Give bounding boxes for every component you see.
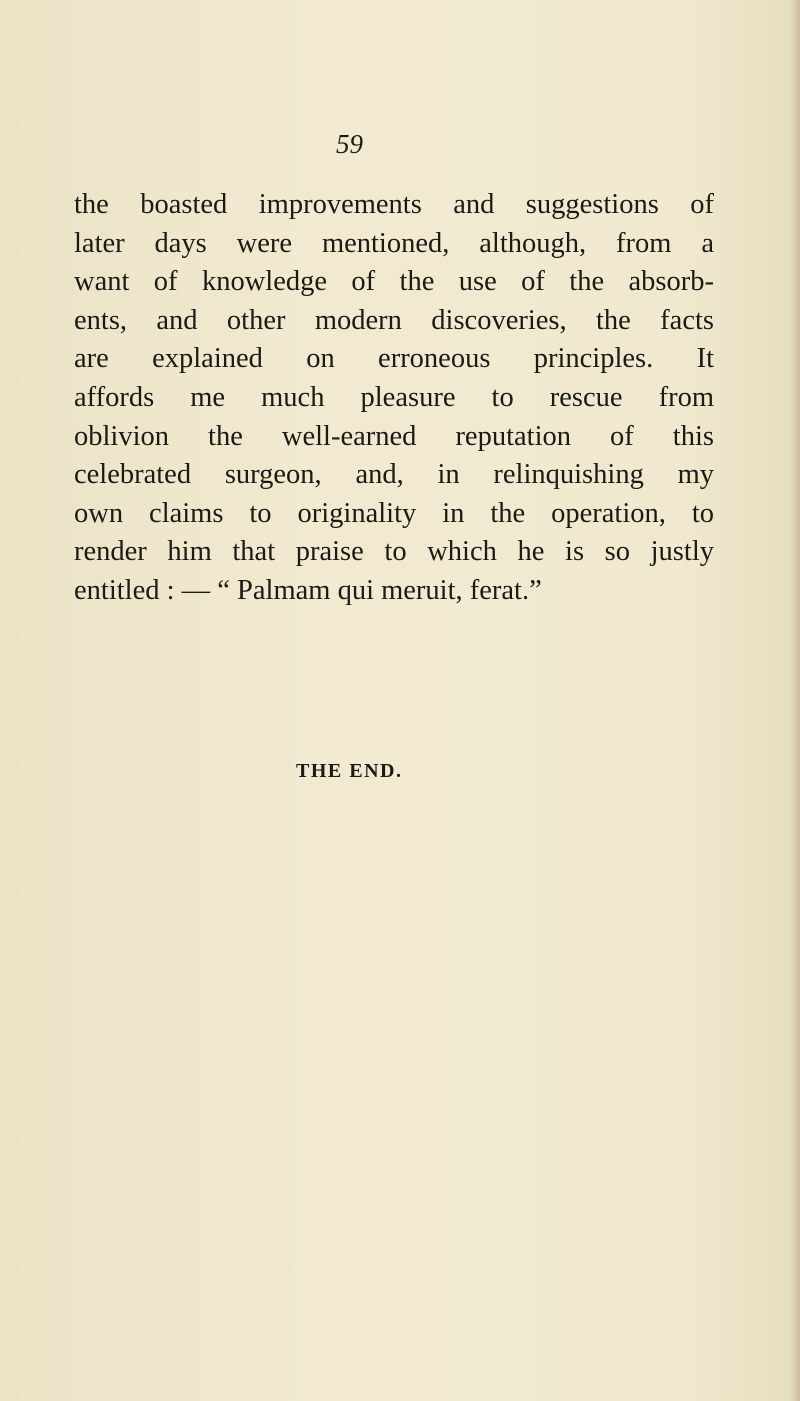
text-line: celebrated surgeon, and, in relinquishing my: [74, 459, 714, 491]
text-line: want of knowledge of the use of the absorb-: [74, 266, 714, 298]
body-paragraph: [74, 186, 714, 611]
text-line: are explained on erroneous principles. It: [74, 343, 714, 375]
text-line: the boasted improvements and suggestions of: [74, 189, 714, 220]
closing-heading: THE END.: [296, 760, 403, 782]
text-line: own claims to originality in the operation, to: [74, 497, 714, 529]
text-line: oblivion the well-earned reputation of this: [74, 420, 714, 452]
text-line: entitled : — “ Palmam qui meruit, ferat.”: [74, 574, 542, 606]
page-number: 59: [336, 129, 363, 159]
text-line: render him that praise to which he is so justly: [74, 536, 714, 568]
text-line: ents, and other modern discoveries, the facts: [74, 304, 714, 336]
page-edge-shadow: [790, 0, 800, 1401]
text-line: later days were mentioned, although, from a: [74, 227, 714, 259]
text-line: affords me much pleasure to rescue from: [74, 381, 714, 413]
